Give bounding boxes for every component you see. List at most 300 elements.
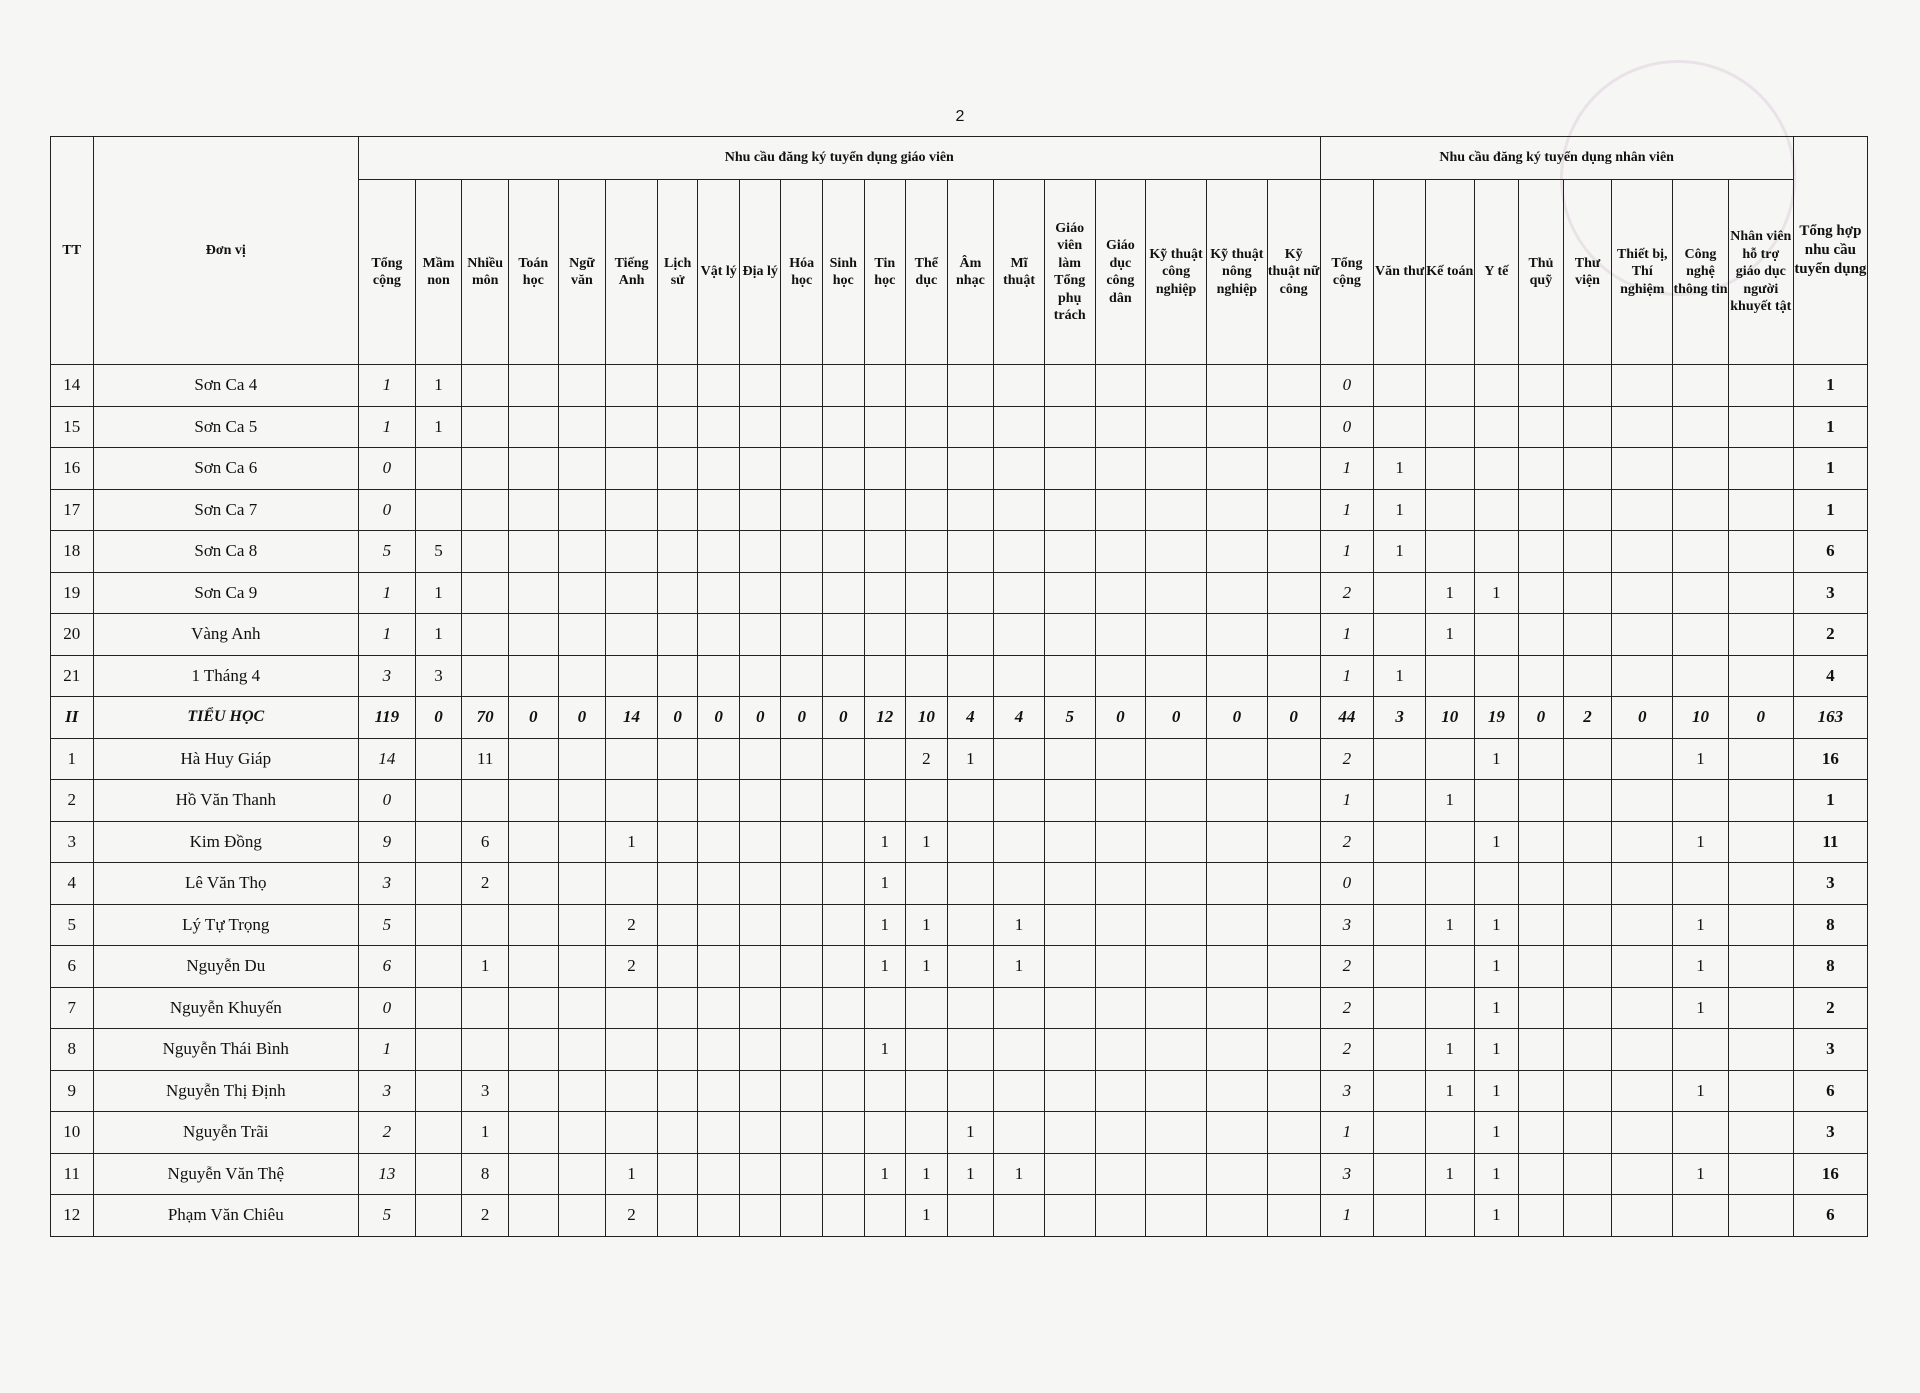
table-cell — [698, 406, 740, 448]
table-cell — [781, 946, 823, 988]
table-cell: 1 — [1673, 738, 1729, 780]
table-cell: 1 — [864, 904, 906, 946]
table-cell — [657, 572, 698, 614]
table-cell — [864, 489, 906, 531]
table-cell — [558, 365, 606, 407]
table-cell: 0 — [1320, 406, 1374, 448]
table-cell — [994, 821, 1045, 863]
header-teacher-col: Tổng cộng — [359, 180, 416, 365]
table-cell — [823, 365, 865, 407]
table-cell — [781, 821, 823, 863]
table-cell — [823, 904, 865, 946]
table-cell: 1 — [462, 946, 509, 988]
table-cell — [781, 1029, 823, 1071]
table-cell — [698, 1195, 740, 1237]
table-cell: 1 — [1474, 572, 1519, 614]
table-cell: 2 — [1320, 821, 1374, 863]
table-cell — [1425, 365, 1474, 407]
table-cell — [947, 655, 994, 697]
table-cell — [1044, 406, 1095, 448]
table-cell — [415, 1029, 462, 1071]
table-cell: 0 — [698, 697, 740, 739]
table-cell — [1146, 572, 1207, 614]
table-cell — [739, 904, 781, 946]
table-cell — [558, 780, 606, 822]
table-cell — [823, 946, 865, 988]
table-cell — [823, 738, 865, 780]
table-cell — [906, 1070, 948, 1112]
table-cell — [994, 987, 1045, 1029]
table-cell — [1474, 655, 1519, 697]
table-cell — [1206, 614, 1267, 656]
table-cell — [864, 1195, 906, 1237]
row-unit-name: Hồ Văn Thanh — [93, 780, 358, 822]
page-number: 2 — [955, 108, 965, 125]
table-cell — [1044, 531, 1095, 573]
table-cell — [606, 738, 658, 780]
table-cell: 14 — [606, 697, 658, 739]
table-cell — [994, 1195, 1045, 1237]
table-cell — [1563, 1029, 1612, 1071]
table-cell — [1728, 614, 1793, 656]
table-cell — [1267, 448, 1320, 490]
table-cell — [698, 863, 740, 905]
table-cell — [1095, 780, 1146, 822]
table-cell — [781, 655, 823, 697]
table-cell — [657, 738, 698, 780]
table-cell — [1728, 780, 1793, 822]
header-teacher-col: Lịch sử — [657, 180, 698, 365]
table-cell — [1374, 572, 1426, 614]
header-staff-col: Tổng cộng — [1320, 180, 1374, 365]
table-cell: 1 — [906, 1195, 948, 1237]
table-cell — [906, 780, 948, 822]
table-cell: 1 — [1320, 614, 1374, 656]
table-cell — [508, 1112, 558, 1154]
table-cell: 1 — [359, 614, 416, 656]
table-cell — [415, 1153, 462, 1195]
row-tt: 19 — [51, 572, 94, 614]
table-cell — [1519, 572, 1564, 614]
table-cell — [1267, 904, 1320, 946]
header-staff-col: Văn thư — [1374, 180, 1426, 365]
table-cell: 0 — [1095, 697, 1146, 739]
table-cell — [698, 780, 740, 822]
header-teacher-col: Nhiều môn — [462, 180, 509, 365]
table-cell: 1 — [1320, 1112, 1374, 1154]
table-cell — [781, 780, 823, 822]
header-teacher-col: Kỹ thuật nữ công — [1267, 180, 1320, 365]
table-cell: 11 — [462, 738, 509, 780]
row-unit-name: Vàng Anh — [93, 614, 358, 656]
table-cell — [698, 738, 740, 780]
table-cell: 1 — [1673, 987, 1729, 1029]
table-cell: 1 — [906, 946, 948, 988]
table-cell — [1374, 1195, 1426, 1237]
header-teacher-col: Ngữ văn — [558, 180, 606, 365]
table-cell — [1267, 946, 1320, 988]
table-cell: 5 — [415, 531, 462, 573]
table-cell: 1 — [1425, 904, 1474, 946]
table-cell — [657, 904, 698, 946]
table-cell: 3 — [1320, 904, 1374, 946]
table-cell — [1267, 655, 1320, 697]
table-cell — [1425, 863, 1474, 905]
table-cell: 1 — [415, 365, 462, 407]
row-unit-name: Sơn Ca 6 — [93, 448, 358, 490]
table-cell — [606, 614, 658, 656]
table-cell — [1563, 614, 1612, 656]
table-cell — [1267, 780, 1320, 822]
table-cell — [1095, 1195, 1146, 1237]
table-cell — [558, 1153, 606, 1195]
table-cell — [1728, 365, 1793, 407]
table-cell — [1267, 863, 1320, 905]
table-cell — [558, 821, 606, 863]
table-cell: 3 — [1793, 572, 1867, 614]
header-teacher-col: Kỹ thuật nông nghiệp — [1206, 180, 1267, 365]
table-cell — [864, 406, 906, 448]
table-cell — [1146, 863, 1207, 905]
table-cell — [462, 614, 509, 656]
table-cell — [1095, 572, 1146, 614]
table-cell — [1474, 614, 1519, 656]
table-cell: 3 — [1374, 697, 1426, 739]
table-cell: 1 — [462, 1112, 509, 1154]
table-cell — [606, 572, 658, 614]
table-cell — [508, 946, 558, 988]
table-cell — [1563, 406, 1612, 448]
header-staff-group: Nhu cầu đăng ký tuyển dụng nhân viên — [1320, 137, 1793, 180]
table-cell — [1044, 655, 1095, 697]
table-cell — [947, 572, 994, 614]
header-teacher-col: Giáo dục công dân — [1095, 180, 1146, 365]
table-cell: 1 — [1425, 1070, 1474, 1112]
table-cell — [1267, 1195, 1320, 1237]
table-cell: 2 — [1793, 987, 1867, 1029]
table-cell — [415, 448, 462, 490]
table-cell: 3 — [359, 863, 416, 905]
table-cell — [1728, 904, 1793, 946]
table-cell — [1612, 1070, 1673, 1112]
table-cell: 1 — [1320, 1195, 1374, 1237]
table-cell — [864, 1070, 906, 1112]
table-cell — [1519, 614, 1564, 656]
header-teacher-col: Mầm non — [415, 180, 462, 365]
table-cell: 4 — [947, 697, 994, 739]
table-cell — [1728, 946, 1793, 988]
table-cell — [1095, 614, 1146, 656]
table-cell — [1612, 821, 1673, 863]
table-cell: 6 — [1793, 1070, 1867, 1112]
header-teacher-col: Tiếng Anh — [606, 180, 658, 365]
table-cell — [994, 1112, 1045, 1154]
table-cell — [415, 904, 462, 946]
table-cell — [1612, 406, 1673, 448]
table-cell — [864, 365, 906, 407]
table-cell — [462, 365, 509, 407]
table-cell — [994, 448, 1045, 490]
table-cell — [906, 489, 948, 531]
table-cell — [739, 655, 781, 697]
table-cell — [1673, 614, 1729, 656]
table-cell — [781, 489, 823, 531]
table-cell — [739, 489, 781, 531]
table-cell — [462, 1029, 509, 1071]
table-cell — [1095, 448, 1146, 490]
table-cell — [1206, 572, 1267, 614]
table-cell — [823, 1029, 865, 1071]
table-cell — [1206, 821, 1267, 863]
table-cell: 119 — [359, 697, 416, 739]
table-cell — [1519, 489, 1564, 531]
table-cell — [947, 614, 994, 656]
table-cell — [1612, 780, 1673, 822]
table-cell: 1 — [994, 904, 1045, 946]
table-cell — [1044, 489, 1095, 531]
table-cell: 70 — [462, 697, 509, 739]
table-cell — [558, 572, 606, 614]
table-cell — [1095, 489, 1146, 531]
table-cell — [864, 1112, 906, 1154]
table-cell: 1 — [1425, 1029, 1474, 1071]
table-cell — [1095, 365, 1146, 407]
table-cell: 1 — [415, 572, 462, 614]
table-cell — [739, 572, 781, 614]
table-cell — [1519, 448, 1564, 490]
table-cell: 1 — [864, 821, 906, 863]
table-cell — [462, 780, 509, 822]
header-staff-col: Thủ quỹ — [1519, 180, 1564, 365]
table-cell — [1673, 1195, 1729, 1237]
header-teacher-col: Tin học — [864, 180, 906, 365]
table-cell — [508, 572, 558, 614]
table-cell — [1374, 1029, 1426, 1071]
table-cell — [415, 780, 462, 822]
table-cell — [606, 1112, 658, 1154]
table-cell — [1673, 572, 1729, 614]
table-cell — [558, 863, 606, 905]
table-cell: 1 — [1320, 448, 1374, 490]
table-cell — [947, 406, 994, 448]
table-cell — [606, 1070, 658, 1112]
row-unit-name: Sơn Ca 8 — [93, 531, 358, 573]
table-cell — [1728, 863, 1793, 905]
table-cell: 1 — [1374, 655, 1426, 697]
table-cell — [1267, 489, 1320, 531]
table-cell: 2 — [606, 1195, 658, 1237]
table-cell: 2 — [1563, 697, 1612, 739]
table-cell: 3 — [1320, 1070, 1374, 1112]
table-cell: 1 — [1425, 780, 1474, 822]
table-cell: 1 — [1793, 489, 1867, 531]
row-unit-name: TIỂU HỌC — [93, 697, 358, 739]
table-cell: 12 — [864, 697, 906, 739]
table-cell — [1563, 780, 1612, 822]
table-cell — [1474, 489, 1519, 531]
header-staff-col: Kế toán — [1425, 180, 1474, 365]
table-row — [51, 1195, 1868, 1237]
table-cell: 5 — [359, 531, 416, 573]
table-cell: 1 — [1673, 1153, 1729, 1195]
table-cell: 8 — [462, 1153, 509, 1195]
table-cell: 1 — [359, 572, 416, 614]
table-cell — [1146, 987, 1207, 1029]
table-cell — [1519, 821, 1564, 863]
table-cell — [415, 738, 462, 780]
table-cell — [1612, 448, 1673, 490]
table-cell: 10 — [1425, 697, 1474, 739]
table-cell: 5 — [359, 1195, 416, 1237]
table-cell — [1673, 448, 1729, 490]
table-cell — [1563, 531, 1612, 573]
table-cell: 16 — [1793, 738, 1867, 780]
table-cell: 6 — [359, 946, 416, 988]
table-cell — [1095, 1153, 1146, 1195]
table-cell: 1 — [1320, 655, 1374, 697]
row-unit-name: Hà Huy Giáp — [93, 738, 358, 780]
table-cell — [1206, 1195, 1267, 1237]
table-cell — [698, 1153, 740, 1195]
table-cell — [1612, 655, 1673, 697]
table-cell — [864, 987, 906, 1029]
header-teacher-col: Vật lý — [698, 180, 740, 365]
table-cell — [1519, 987, 1564, 1029]
table-cell — [1146, 1195, 1207, 1237]
table-cell — [1563, 904, 1612, 946]
header-tt: TT — [51, 137, 94, 365]
table-cell — [508, 1153, 558, 1195]
table-cell — [1474, 531, 1519, 573]
table-cell — [947, 821, 994, 863]
table-cell — [698, 365, 740, 407]
row-unit-name: Phạm Văn Chiêu — [93, 1195, 358, 1237]
table-cell: 3 — [415, 655, 462, 697]
row-tt: 16 — [51, 448, 94, 490]
row-unit-name: 1 Tháng 4 — [93, 655, 358, 697]
row-unit-name: Sơn Ca 5 — [93, 406, 358, 448]
table-cell: 11 — [1793, 821, 1867, 863]
table-cell — [1146, 946, 1207, 988]
table-cell — [508, 904, 558, 946]
table-cell: 1 — [947, 1112, 994, 1154]
table-cell — [508, 365, 558, 407]
table-cell — [606, 987, 658, 1029]
table-row — [51, 863, 1868, 905]
table-row — [51, 1153, 1868, 1195]
table-cell — [947, 904, 994, 946]
table-cell: 3 — [359, 655, 416, 697]
table-cell: 0 — [415, 697, 462, 739]
table-cell: 10 — [906, 697, 948, 739]
table-cell: 1 — [947, 738, 994, 780]
table-cell — [1095, 904, 1146, 946]
table-cell — [657, 987, 698, 1029]
table-cell — [1673, 531, 1729, 573]
table-cell — [558, 448, 606, 490]
row-unit-name: Nguyễn Du — [93, 946, 358, 988]
row-tt: 17 — [51, 489, 94, 531]
table-row — [51, 946, 1868, 988]
table-cell — [1612, 489, 1673, 531]
header-teacher-col: Hóa học — [781, 180, 823, 365]
table-cell — [781, 1153, 823, 1195]
table-cell — [1673, 365, 1729, 407]
table-cell — [657, 1195, 698, 1237]
table-cell — [994, 531, 1045, 573]
table-cell — [1673, 1112, 1729, 1154]
table-cell — [698, 1112, 740, 1154]
table-cell — [1519, 531, 1564, 573]
table-cell: 1 — [1673, 904, 1729, 946]
row-unit-name: Sơn Ca 4 — [93, 365, 358, 407]
table-cell — [739, 821, 781, 863]
table-cell — [1474, 863, 1519, 905]
table-cell: 0 — [739, 697, 781, 739]
table-cell: 3 — [1793, 1029, 1867, 1071]
header-teacher-col: Địa lý — [739, 180, 781, 365]
table-cell — [508, 448, 558, 490]
table-cell — [1728, 738, 1793, 780]
table-cell: 1 — [1474, 1070, 1519, 1112]
table-cell: 0 — [508, 697, 558, 739]
table-cell — [1728, 448, 1793, 490]
table-cell — [739, 1070, 781, 1112]
table-cell — [1425, 821, 1474, 863]
table-cell — [1095, 1070, 1146, 1112]
table-cell: 5 — [359, 904, 416, 946]
table-cell — [1044, 1195, 1095, 1237]
table-cell — [823, 614, 865, 656]
table-cell — [1146, 904, 1207, 946]
table-cell: 2 — [462, 1195, 509, 1237]
table-cell — [947, 780, 994, 822]
table-cell — [508, 1029, 558, 1071]
table-cell — [698, 448, 740, 490]
table-cell: 1 — [947, 1153, 994, 1195]
table-cell — [415, 987, 462, 1029]
table-cell: 0 — [781, 697, 823, 739]
row-unit-name: Kim Đồng — [93, 821, 358, 863]
table-cell — [1267, 406, 1320, 448]
table-cell: 1 — [606, 1153, 658, 1195]
table-cell — [657, 448, 698, 490]
table-cell: 8 — [1793, 904, 1867, 946]
table-row — [51, 448, 1868, 490]
table-cell: 1 — [415, 614, 462, 656]
table-cell: 1 — [864, 1029, 906, 1071]
table-cell — [698, 489, 740, 531]
table-cell: 3 — [359, 1070, 416, 1112]
table-cell: 1 — [1474, 1153, 1519, 1195]
table-cell — [508, 655, 558, 697]
table-row — [51, 489, 1868, 531]
table-cell — [1612, 1153, 1673, 1195]
table-cell — [1425, 489, 1474, 531]
table-cell — [1206, 738, 1267, 780]
table-row — [51, 531, 1868, 573]
table-cell — [606, 448, 658, 490]
table-cell — [781, 1112, 823, 1154]
table-cell — [1612, 614, 1673, 656]
table-cell — [558, 946, 606, 988]
table-cell — [823, 1112, 865, 1154]
table-cell — [1519, 1029, 1564, 1071]
row-tt: II — [51, 697, 94, 739]
row-unit-name: Sơn Ca 7 — [93, 489, 358, 531]
table-cell — [698, 821, 740, 863]
table-cell — [1474, 406, 1519, 448]
